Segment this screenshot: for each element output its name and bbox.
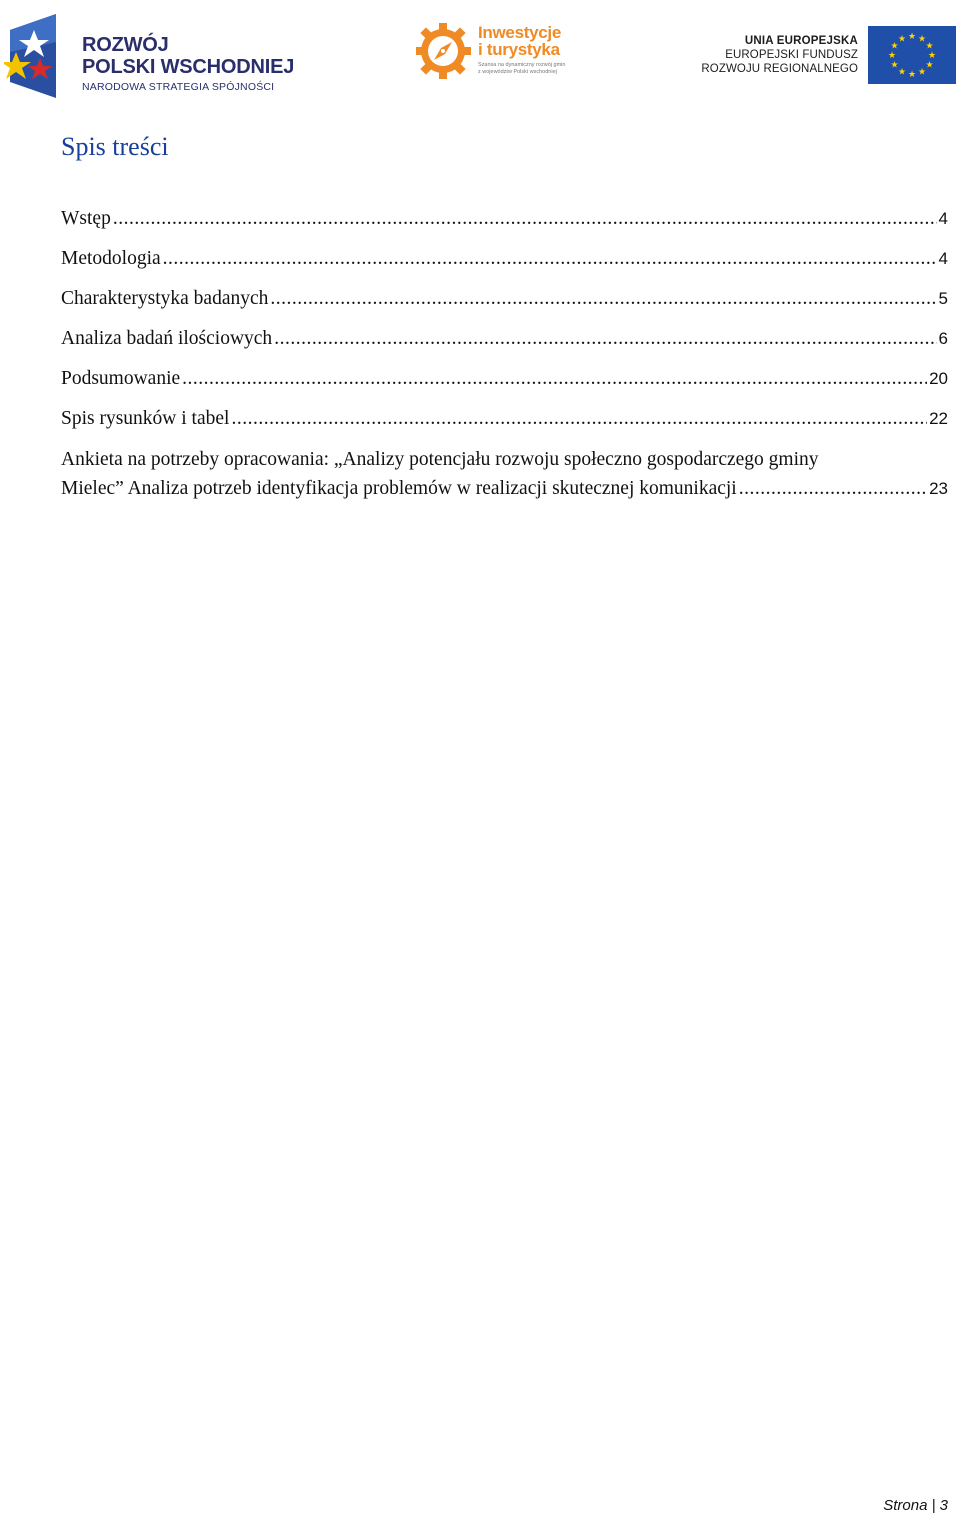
toc-entry-label: Wstęp — [61, 208, 111, 229]
toc-title: Spis treści — [61, 132, 169, 161]
page-number-footer: Strona | 3 — [883, 1497, 948, 1514]
iit-tagline1: Szansa na dynamiczny rozwój gmin — [478, 62, 566, 68]
iit-line1: Inwestycje — [478, 23, 561, 42]
rpw-line2: POLSKI WSCHODNIEJ — [82, 56, 295, 78]
toc-entry-label-line1: Ankieta na potrzeby opracowania: „Analizy potencjału rozwoju społeczno gospodarczego gminy — [61, 449, 819, 470]
toc-entry-label: Charakterystyka badanych — [61, 288, 269, 309]
svg-text:★: ★ — [897, 34, 907, 45]
toc-entry-label: Spis rysunków i tabel — [61, 408, 230, 429]
svg-text:★: ★ — [887, 51, 897, 61]
table-of-contents — [61, 205, 948, 503]
ue-logo-text — [701, 34, 858, 76]
inwestycje-i-turystyka-logo — [416, 20, 576, 82]
toc-entry-wstep[interactable] — [61, 205, 948, 245]
rpw-logo-text — [82, 34, 294, 94]
iit-logo-text — [478, 24, 565, 76]
toc-entry-label-line2: Mielec” Analiza potrzeb identyfikacja problemów w realizacji skutecznej komunikacji — [61, 478, 737, 499]
rpw-star-emblem-icon — [4, 12, 74, 100]
toc-entry-podsumowanie[interactable] — [61, 365, 948, 405]
ue-line2: EUROPEJSKI FUNDUSZ — [725, 49, 858, 61]
toc-entry-label: Metodologia — [61, 248, 161, 269]
toc-entry-label: Podsumowanie — [61, 368, 181, 389]
rpw-line1: ROZWÓJ — [82, 34, 169, 56]
svg-text:★: ★ — [925, 41, 934, 52]
toc-leader-dots — [270, 285, 936, 313]
toc-entry-page: 4 — [938, 249, 948, 268]
toc-entry-page: 6 — [938, 329, 948, 348]
toc-entry-page: 4 — [938, 209, 948, 228]
svg-text:★: ★ — [897, 67, 907, 78]
svg-text:★: ★ — [925, 60, 934, 71]
toc-leader-dots — [231, 405, 927, 433]
toc-entry-page: 22 — [929, 409, 948, 428]
toc-entry-analiza[interactable] — [61, 325, 948, 365]
toc-entry-charakterystyka[interactable] — [61, 285, 948, 325]
svg-text:★: ★ — [917, 34, 927, 45]
svg-text:★: ★ — [890, 60, 899, 71]
iit-tagline2: z województw Polski wschodniej — [478, 69, 557, 75]
toc-entry-page: 20 — [929, 369, 948, 388]
svg-text:★: ★ — [907, 70, 917, 80]
eu-flag-icon — [868, 26, 956, 84]
toc-leader-dots — [182, 365, 927, 393]
toc-entry-page: 23 — [929, 479, 948, 498]
toc-leader-dots — [274, 325, 936, 353]
svg-text:★: ★ — [917, 67, 927, 78]
toc-entry-spis-rysunkow[interactable] — [61, 405, 948, 445]
ue-line3: ROZWOJU REGIONALNEGO — [701, 63, 858, 75]
toc-entry-page: 5 — [938, 289, 948, 308]
toc-entry-line2 — [61, 474, 948, 503]
rpw-line3: NARODOWA STRATEGIA SPÓJNOŚCI — [82, 81, 275, 93]
ue-line1: UNIA EUROPEJSKA — [744, 35, 858, 47]
svg-text:★: ★ — [907, 32, 917, 42]
toc-entry-label: Analiza badań ilościowych — [61, 328, 273, 349]
toc-entry-metodologia[interactable] — [61, 245, 948, 285]
toc-leader-dots — [113, 205, 937, 233]
svg-text:★: ★ — [927, 51, 937, 61]
rozwoj-polski-wschodniej-logo — [4, 12, 304, 100]
toc-leader-dots — [739, 474, 927, 503]
unia-europejska-logo — [700, 26, 956, 86]
toc-entry-ankieta[interactable] — [61, 445, 948, 503]
iit-line2: i turystyka — [478, 40, 560, 59]
svg-text:★: ★ — [890, 41, 899, 52]
gear-compass-icon — [416, 20, 474, 82]
toc-leader-dots — [163, 245, 937, 273]
